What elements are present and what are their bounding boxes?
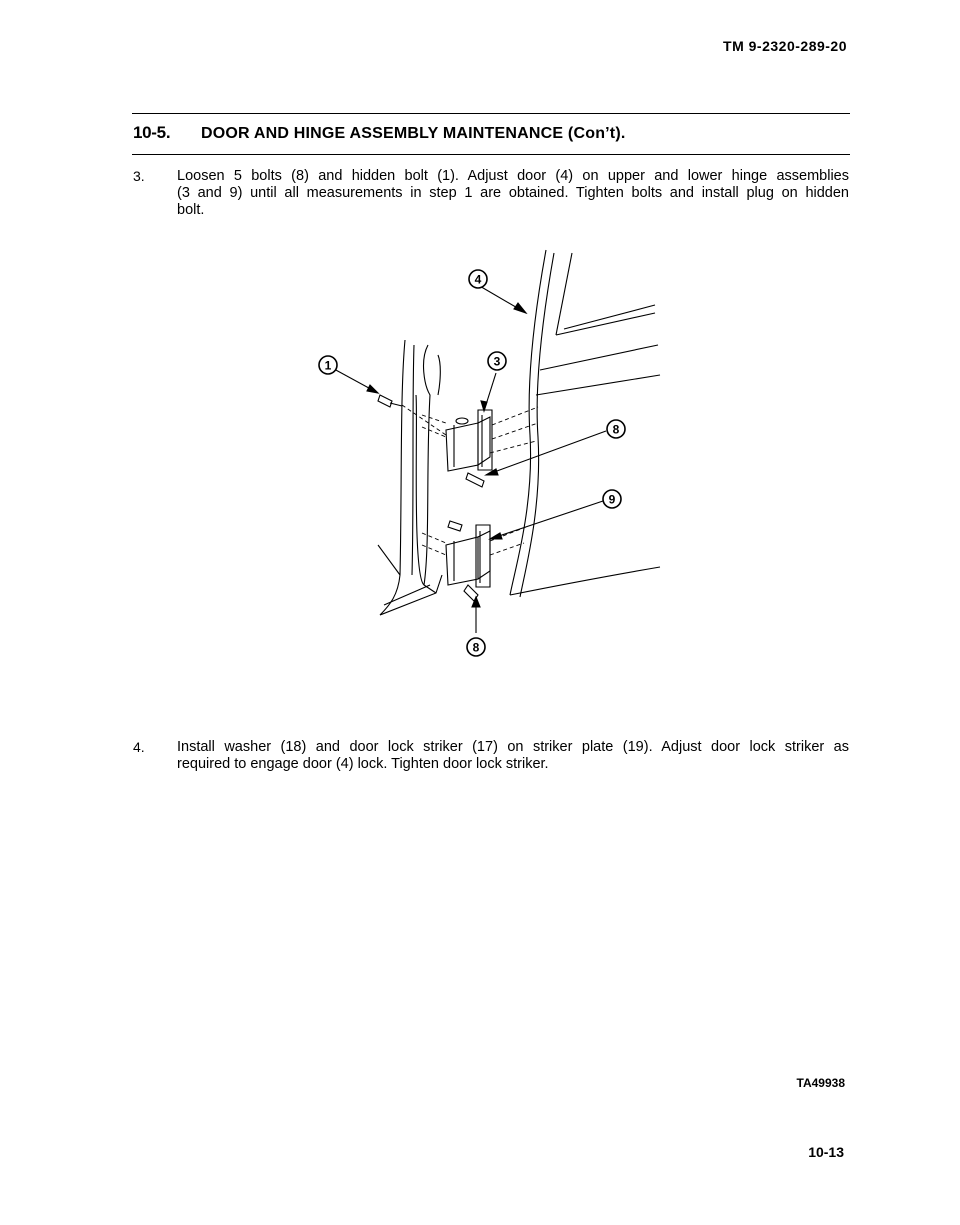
step-4-number: 4.	[133, 739, 145, 755]
upper-hinge	[446, 423, 478, 471]
section-rule	[132, 154, 850, 155]
svg-text:1: 1	[324, 358, 332, 373]
svg-text:4: 4	[474, 272, 482, 287]
figure-id: TA49938	[796, 1076, 845, 1090]
step-3-line-2: (3 and 9) until all measurements in step 1 are obtained. Tighten bolts and install plug on hidden	[177, 185, 849, 201]
step-3-number: 3.	[133, 168, 145, 184]
door-hinge-figure	[324, 245, 670, 665]
header-rule	[132, 113, 850, 114]
callout-4	[469, 270, 487, 288]
page-number: 10-13	[808, 1144, 844, 1160]
section-title: DOOR AND HINGE ASSEMBLY MAINTENANCE (Con’t).	[201, 125, 626, 142]
svg-text:8: 8	[472, 640, 480, 655]
step-4-line-2: required to engage door (4) lock. Tighten door lock striker.	[177, 756, 549, 772]
callout-9	[603, 490, 621, 508]
document-id: TM 9-2320-289-20	[723, 38, 847, 54]
callout-8-upper	[607, 420, 625, 438]
svg-text:9: 9	[608, 492, 616, 507]
bolt-8-upper	[466, 473, 484, 487]
callout-3	[488, 352, 506, 370]
lower-hinge	[446, 537, 478, 585]
svg-text:8: 8	[612, 422, 620, 437]
callout-8-lower	[467, 638, 485, 656]
door-edge	[510, 250, 546, 595]
section-number: 10-5.	[133, 123, 171, 142]
callout-1	[319, 356, 337, 374]
step-4-line-1: Install washer (18) and door lock striker (17) on striker plate (19). Adjust door lock striker as	[177, 739, 849, 755]
step-4-text	[177, 739, 849, 773]
svg-text:3: 3	[493, 354, 501, 369]
bolt-1	[378, 395, 402, 407]
step-3-text	[177, 168, 849, 219]
step-3-line-3: bolt.	[177, 202, 205, 218]
step-3-line-1: Loosen 5 bolts (8) and hidden bolt (1). Adjust door (4) on upper and lower hinge assemblies	[177, 168, 849, 184]
